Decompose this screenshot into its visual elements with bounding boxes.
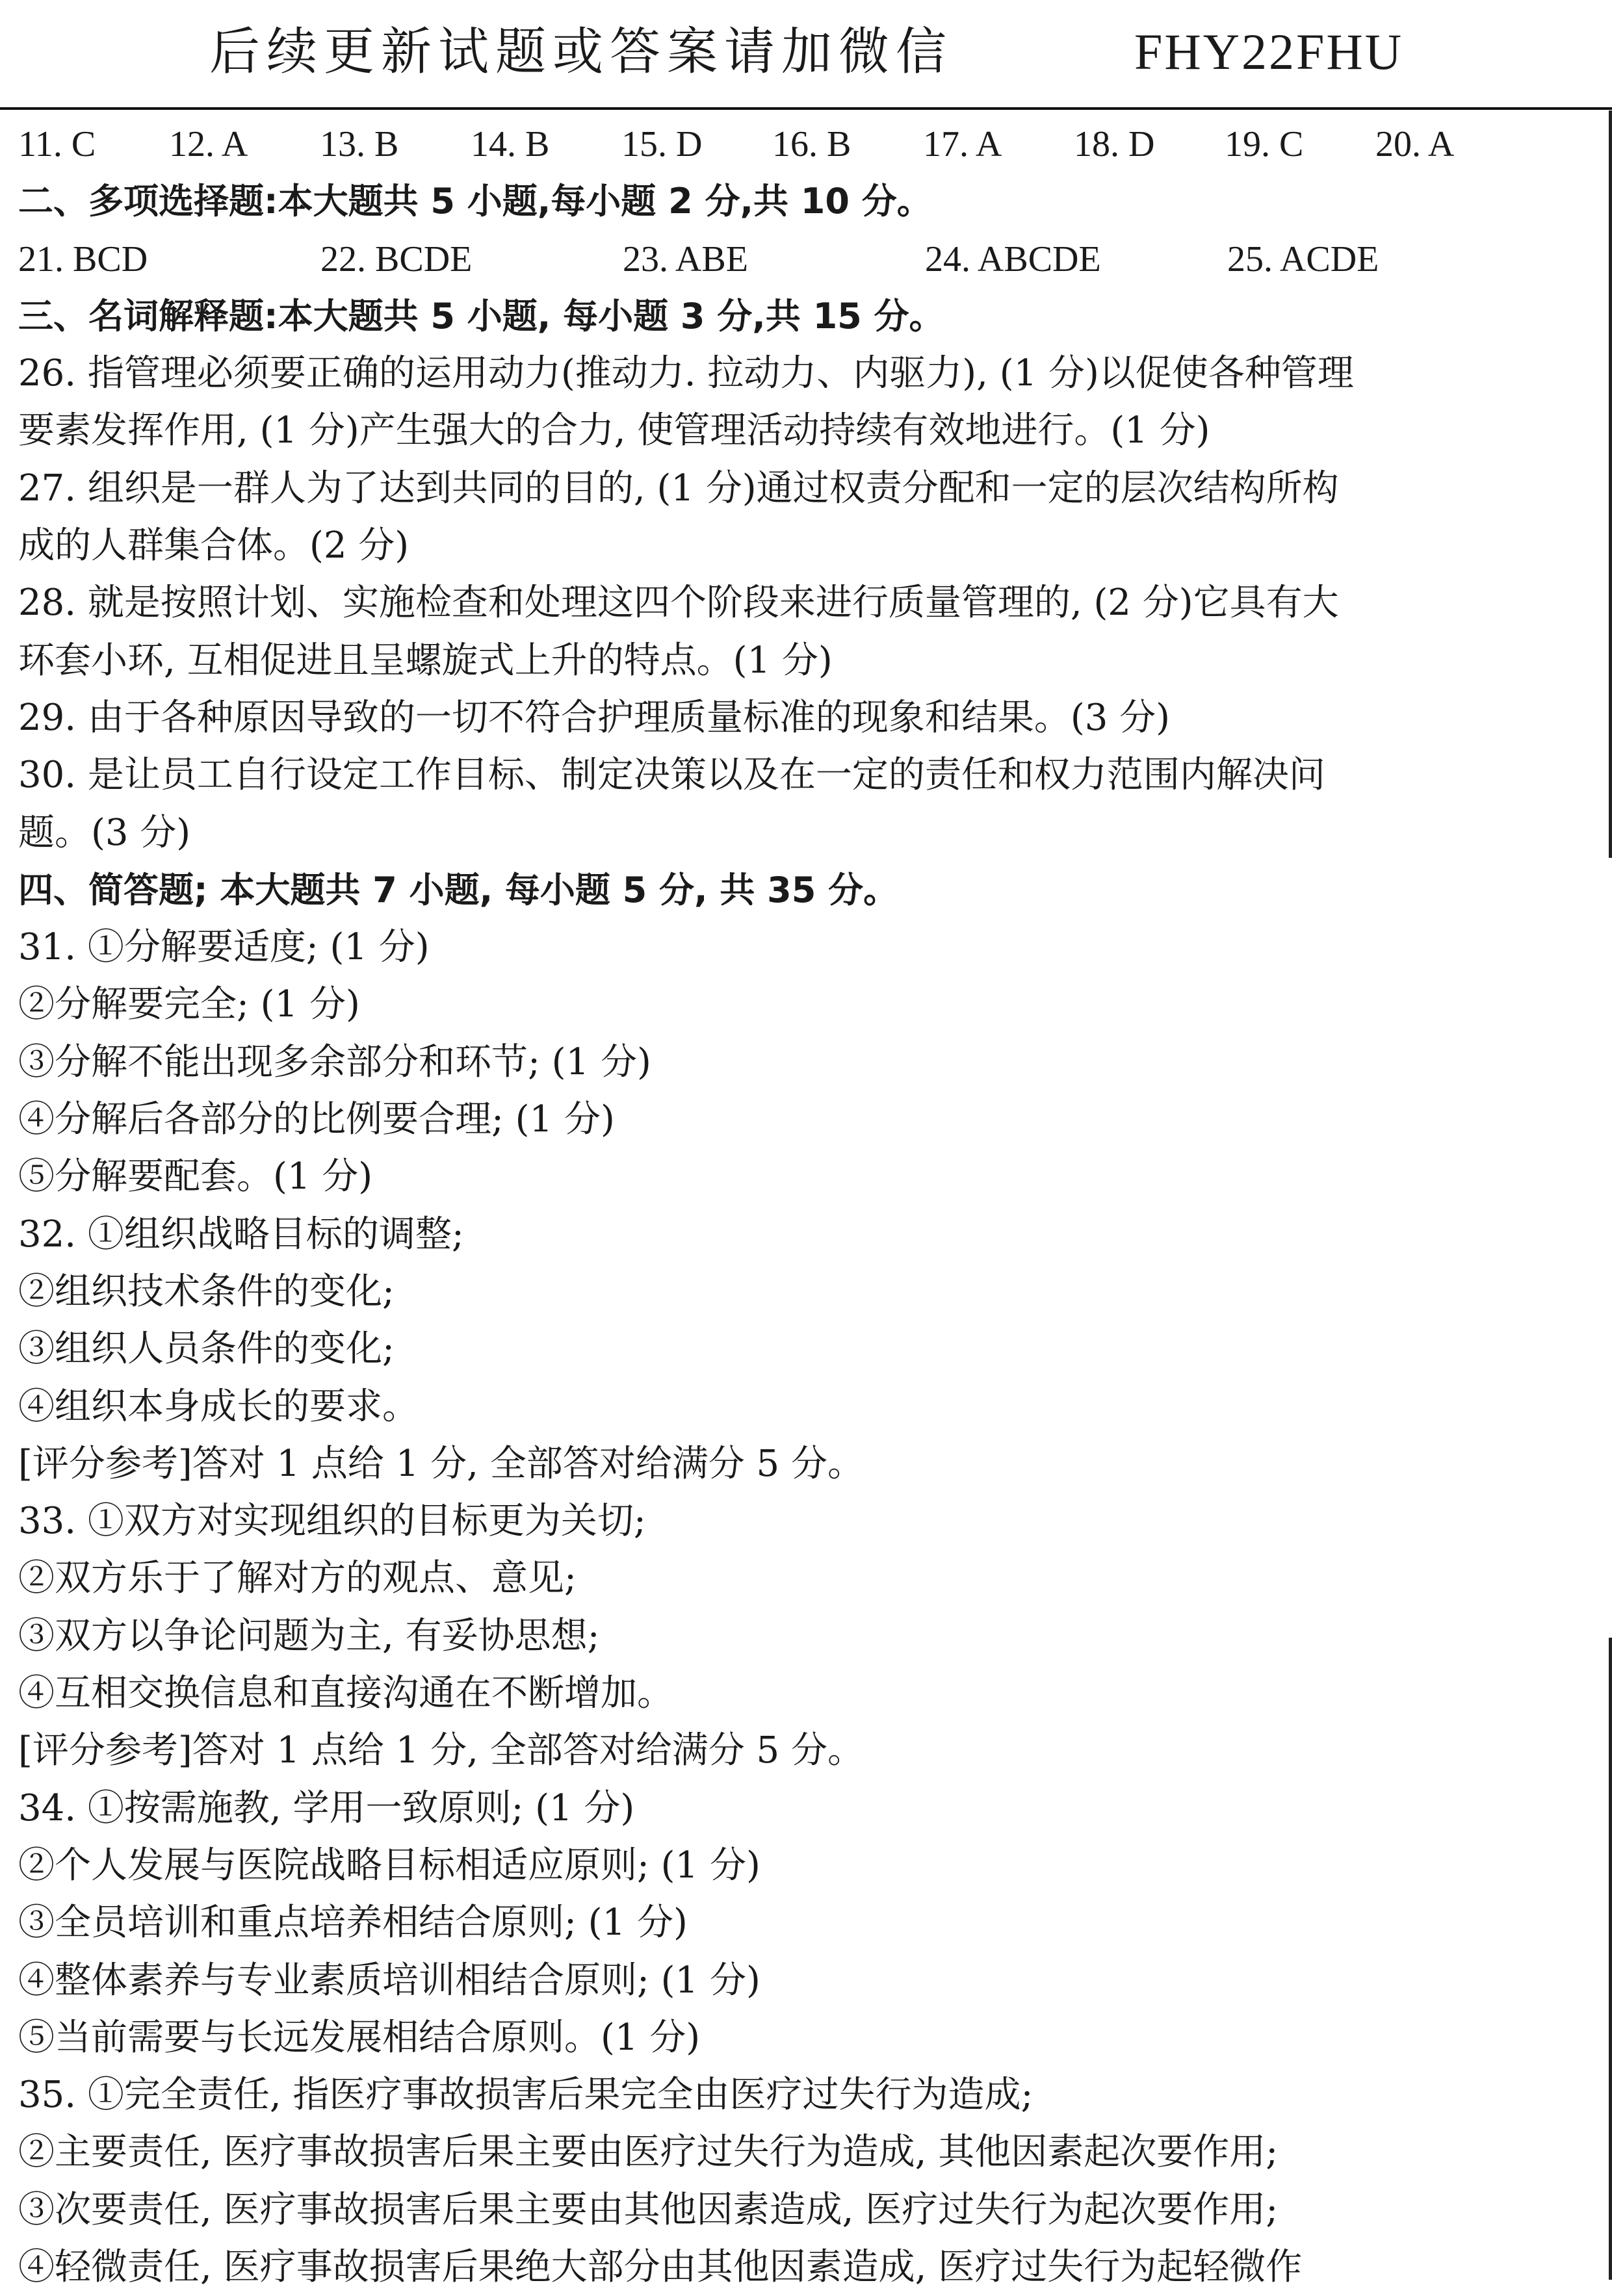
answer-text-line: ④轻微责任, 医疗事故损害后果绝大部分由其他因素造成, 医疗过失行为起轻微作 <box>18 2245 1303 2288</box>
answer-item: 15. D <box>621 124 703 164</box>
answer-text-line: 33. ①双方对实现组织的目标更为关切; <box>18 1500 646 1543</box>
answer-item: 13. B <box>320 124 399 164</box>
answer-item: 21. BCD <box>18 239 148 279</box>
answer-text-line: 30. 是让员工自行设定工作目标、制定决策以及在一定的责任和权力范围内解决问 <box>18 754 1325 797</box>
answer-text-line: 34. ①按需施教, 学用一致原则; (1 分) <box>18 1786 635 1829</box>
page-edge-line <box>1609 110 1612 858</box>
answer-item: 23. ABE <box>623 239 748 279</box>
answer-text-line: 31. ①分解要适度; (1 分) <box>18 926 430 969</box>
scoring-note: [评分参考]答对 1 点给 1 分, 全部答对给满分 5 分。 <box>18 1442 864 1485</box>
section-heading-multiple-choice: 二、多项选择题:本大题共 5 小题,每小题 2 分,共 10 分。 <box>18 181 932 222</box>
answer-text-line: 题。(3 分) <box>18 811 191 854</box>
answer-text-line: 35. ①完全责任, 指医疗事故损害后果完全由医疗过失行为造成; <box>18 2074 1034 2117</box>
header-divider <box>0 107 1612 110</box>
section-heading-short-answer: 四、简答题; 本大题共 7 小题, 每小题 5 分, 共 35 分。 <box>18 869 899 910</box>
answer-text-line: ③全员培训和重点培养相结合原则; (1 分) <box>18 1902 688 1944</box>
answer-text-line: 环套小环, 互相促进且呈螺旋式上升的特点。(1 分) <box>18 639 833 682</box>
header-wechat-code: FHY22FHU <box>1134 23 1404 80</box>
answer-text-line: ③次要责任, 医疗事故损害后果主要由其他因素造成, 医疗过失行为起次要作用; <box>18 2188 1279 2231</box>
answer-item: 19. C <box>1225 124 1304 164</box>
answer-text-line: ⑤分解要配套。(1 分) <box>18 1155 373 1198</box>
answer-text-line: 32. ①组织战略目标的调整; <box>18 1213 464 1256</box>
answer-text-line: ③双方以争论问题为主, 有妥协思想; <box>18 1614 600 1657</box>
answer-item: 16. B <box>772 124 852 164</box>
single-choice-answers-row <box>18 116 1591 173</box>
answer-item: 14. B <box>471 124 550 164</box>
answer-text-line: ②双方乐于了解对方的观点、意见; <box>18 1557 577 1600</box>
answer-text-line: ⑤当前需要与长远发展相结合原则。(1 分) <box>18 2016 701 2059</box>
answer-text-line: 29. 由于各种原因导致的一切不符合护理质量标准的现象和结果。(3 分) <box>18 696 1170 739</box>
answer-text-line: ②主要责任, 医疗事故损害后果主要由医疗过失行为造成, 其他因素起次要作用; <box>18 2131 1279 2174</box>
answer-text-line: ④组织本身成长的要求。 <box>18 1385 419 1428</box>
answer-text-line: 26. 指管理必须要正确的运用动力(推动力. 拉动力、内驱力), (1 分)以促使各种管理 <box>18 352 1354 395</box>
section-heading-term-explanation: 三、名词解释题:本大题共 5 小题, 每小题 3 分,共 15 分。 <box>18 295 944 337</box>
multiple-choice-answers-row <box>18 231 1591 288</box>
page-header <box>0 0 1612 110</box>
answer-item: 24. ABCDE <box>925 239 1101 279</box>
answer-item: 18. D <box>1074 124 1155 164</box>
page-edge-line <box>1609 1638 1612 2280</box>
answer-item: 22. BCDE <box>320 239 473 279</box>
answer-text-line: 成的人群集合体。(2 分) <box>18 524 410 567</box>
answer-text-line: ②组织技术条件的变化; <box>18 1270 395 1313</box>
answer-text-line: 28. 就是按照计划、实施检查和处理这四个阶段来进行质量管理的, (2 分)它具有大 <box>18 582 1339 625</box>
answer-item: 12. A <box>169 124 248 164</box>
answer-item: 25. ACDE <box>1227 239 1379 279</box>
answer-item: 11. C <box>18 124 96 164</box>
answer-text-line: 27. 组织是一群人为了达到共同的目的, (1 分)通过权责分配和一定的层次结构所构 <box>18 467 1339 510</box>
answer-text-line: ③分解不能出现多余部分和环节; (1 分) <box>18 1040 651 1083</box>
scoring-note: [评分参考]答对 1 点给 1 分, 全部答对给满分 5 分。 <box>18 1729 864 1772</box>
header-title: 后续更新试题或答案请加微信 <box>209 23 954 81</box>
answer-text-line: ②分解要完全; (1 分) <box>18 983 360 1026</box>
answer-text-line: ③组织人员条件的变化; <box>18 1328 395 1371</box>
answer-key-body <box>18 116 1591 2296</box>
answer-text-line: ④分解后各部分的比例要合理; (1 分) <box>18 1098 615 1141</box>
answer-text-line: ④整体素养与专业素质培训相结合原则; (1 分) <box>18 1959 760 2002</box>
answer-text-line: ②个人发展与医院战略目标相适应原则; (1 分) <box>18 1844 760 1887</box>
answer-item: 17. A <box>923 124 1002 164</box>
answer-text-line: ④互相交换信息和直接沟通在不断增加。 <box>18 1672 673 1715</box>
answer-item: 20. A <box>1375 124 1455 164</box>
answer-text-line: 要素发挥作用, (1 分)产生强大的合力, 使管理活动持续有效地进行。(1 分) <box>18 409 1210 452</box>
